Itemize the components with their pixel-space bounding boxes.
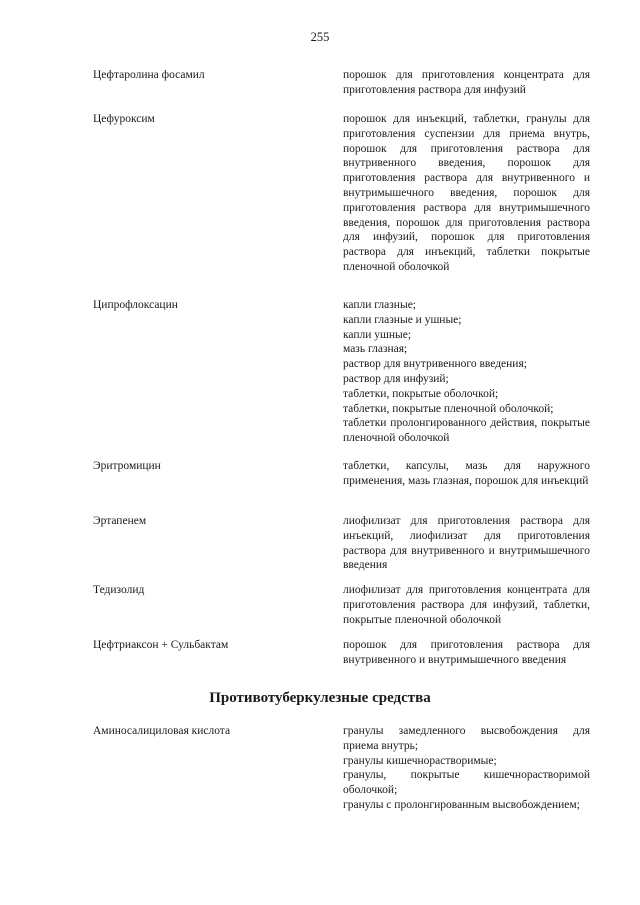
drug-name: Тедизолид — [93, 584, 145, 596]
list-item: гранулы замедленного высвобождения для приема внутрь; — [343, 725, 590, 752]
list-item: гранулы, покрытые кишечнорастворимой оболочкой; — [343, 769, 590, 797]
list-item: раствор для внутривенного введения; — [343, 358, 527, 371]
drug-name: Цефтаролина фосамил — [93, 69, 205, 81]
list-item: гранулы кишечнорастворимые; — [343, 754, 497, 767]
list-item: мазь глазная; — [343, 343, 408, 356]
list-item: раствор для инфузий; — [343, 372, 449, 385]
drug-forms: порошок для приготовления концентрата для приготовления раствора для инфузий — [343, 69, 590, 96]
section-heading: Противотуберкулезные средства — [209, 690, 431, 706]
list-item: гранулы с пролонгированным высвобождением; — [343, 798, 580, 811]
drug-name: Цефуроксим — [93, 113, 155, 125]
list-item: капли глазные; — [343, 299, 416, 311]
page-number: 255 — [310, 30, 330, 44]
list-item: таблетки, покрытые пленочной оболочкой; — [343, 402, 554, 415]
list-item: таблетки, покрытые оболочкой; — [343, 387, 499, 400]
drug-forms: порошок для инъекций, таблетки, гранулы для приготовления суспензии для приема внутрь, порошок для приготовления раствора для внутривенного введения, порошок для приготовления раствора для внутривенного и внутримышечного введения, порошок для приготовления раствора для внутримышечного введения, порошок для приготовления раствора для инфузий, порошок для приготовления раствора для инъекций, таблетки покрытые пленочной оболочкой — [343, 113, 590, 273]
list-item: таблетки пролонгированного действия, покрытые пленочной оболочкой — [343, 417, 590, 445]
drug-name: Эритромицин — [93, 460, 161, 472]
drug-forms: лиофилизат для приготовления раствора для инъекций, лиофилизат для приготовления раствора для внутривенного и внутримышечного введения — [343, 515, 590, 572]
list-item: капли глазные и ушные; — [343, 313, 462, 326]
drug-forms-list — [343, 724, 590, 813]
drug-forms-list — [343, 298, 590, 446]
list-item: капли ушные; — [343, 328, 412, 341]
drug-forms: лиофилизат для приготовления концентрата для приготовления раствора для инфузий, таблетки, покрытые пленочной оболочкой — [343, 584, 590, 626]
drug-forms: порошок для приготовления раствора для внутривенного и внутримышечного введения — [343, 639, 590, 666]
drug-name: Цефтриаксон + Сульбактам — [93, 639, 229, 651]
drug-name: Аминосалициловая кислота — [93, 725, 231, 737]
drug-name: Эртапенем — [93, 515, 147, 527]
drug-forms: таблетки, капсулы, мазь для наружного применения, мазь глазная, порошок для инъекций — [343, 460, 590, 487]
drug-name: Ципрофлоксацин — [93, 299, 178, 311]
